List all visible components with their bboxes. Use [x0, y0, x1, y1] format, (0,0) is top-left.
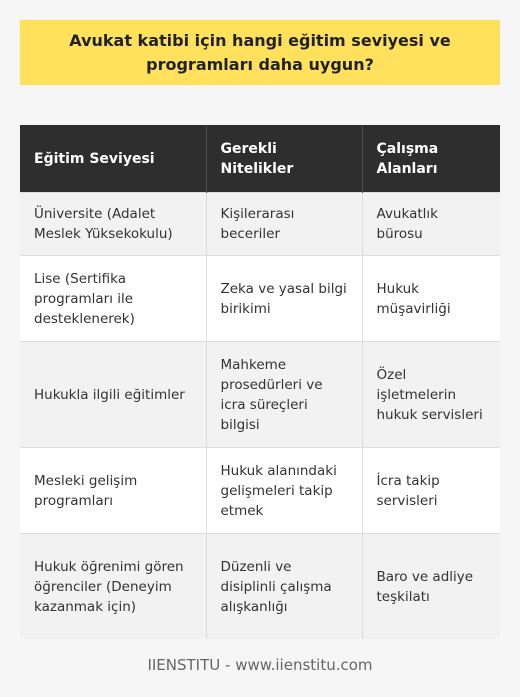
table-cell: Mahkeme prosedürleri ve icra süreçleri bilgisi	[206, 342, 362, 448]
column-header-education-level: Eğitim Seviyesi	[20, 125, 206, 193]
table-cell: Baro ve adliye teşkilatı	[362, 534, 500, 640]
footer-credit: IIENSTITU - www.iienstitu.com	[147, 656, 373, 674]
table-cell: Üniversite (Adalet Meslek Yüksekokulu)	[20, 193, 206, 256]
table-cell: Hukuk öğrenimi gören öğrenciler (Deneyim kazanmak için)	[20, 534, 206, 640]
table-header-row	[20, 125, 500, 193]
table-cell: Zeka ve yasal bilgi birikimi	[206, 256, 362, 342]
table-cell: Avukatlık bürosu	[362, 193, 500, 256]
title-banner	[20, 20, 500, 85]
table-cell: Kişilerarası beceriler	[206, 193, 362, 256]
table-cell: Hukuk müşavirliği	[362, 256, 500, 342]
table-cell: Lise (Sertifika programları ile desteklenerek)	[20, 256, 206, 342]
page-title: Avukat katibi için hangi eğitim seviyesi ve programları daha uygun?	[69, 30, 451, 74]
table-row	[20, 342, 500, 448]
education-table	[20, 125, 500, 639]
table-cell: Mesleki gelişim programları	[20, 448, 206, 534]
table-row	[20, 534, 500, 640]
column-header-work-areas: Çalışma Alanları	[362, 125, 500, 193]
table-cell: Hukukla ilgili eğitimler	[20, 342, 206, 448]
table-cell: Özel işletmelerin hukuk servisleri	[362, 342, 500, 448]
table-cell: Düzenli ve disiplinli çalışma alışkanlığı	[206, 534, 362, 640]
table-row	[20, 256, 500, 342]
table-cell: İcra takip servisleri	[362, 448, 500, 534]
table-row	[20, 448, 500, 534]
table-row	[20, 193, 500, 256]
table-cell: Hukuk alanındaki gelişmeleri takip etmek	[206, 448, 362, 534]
column-header-required-qualifications: Gerekli Nitelikler	[206, 125, 362, 193]
